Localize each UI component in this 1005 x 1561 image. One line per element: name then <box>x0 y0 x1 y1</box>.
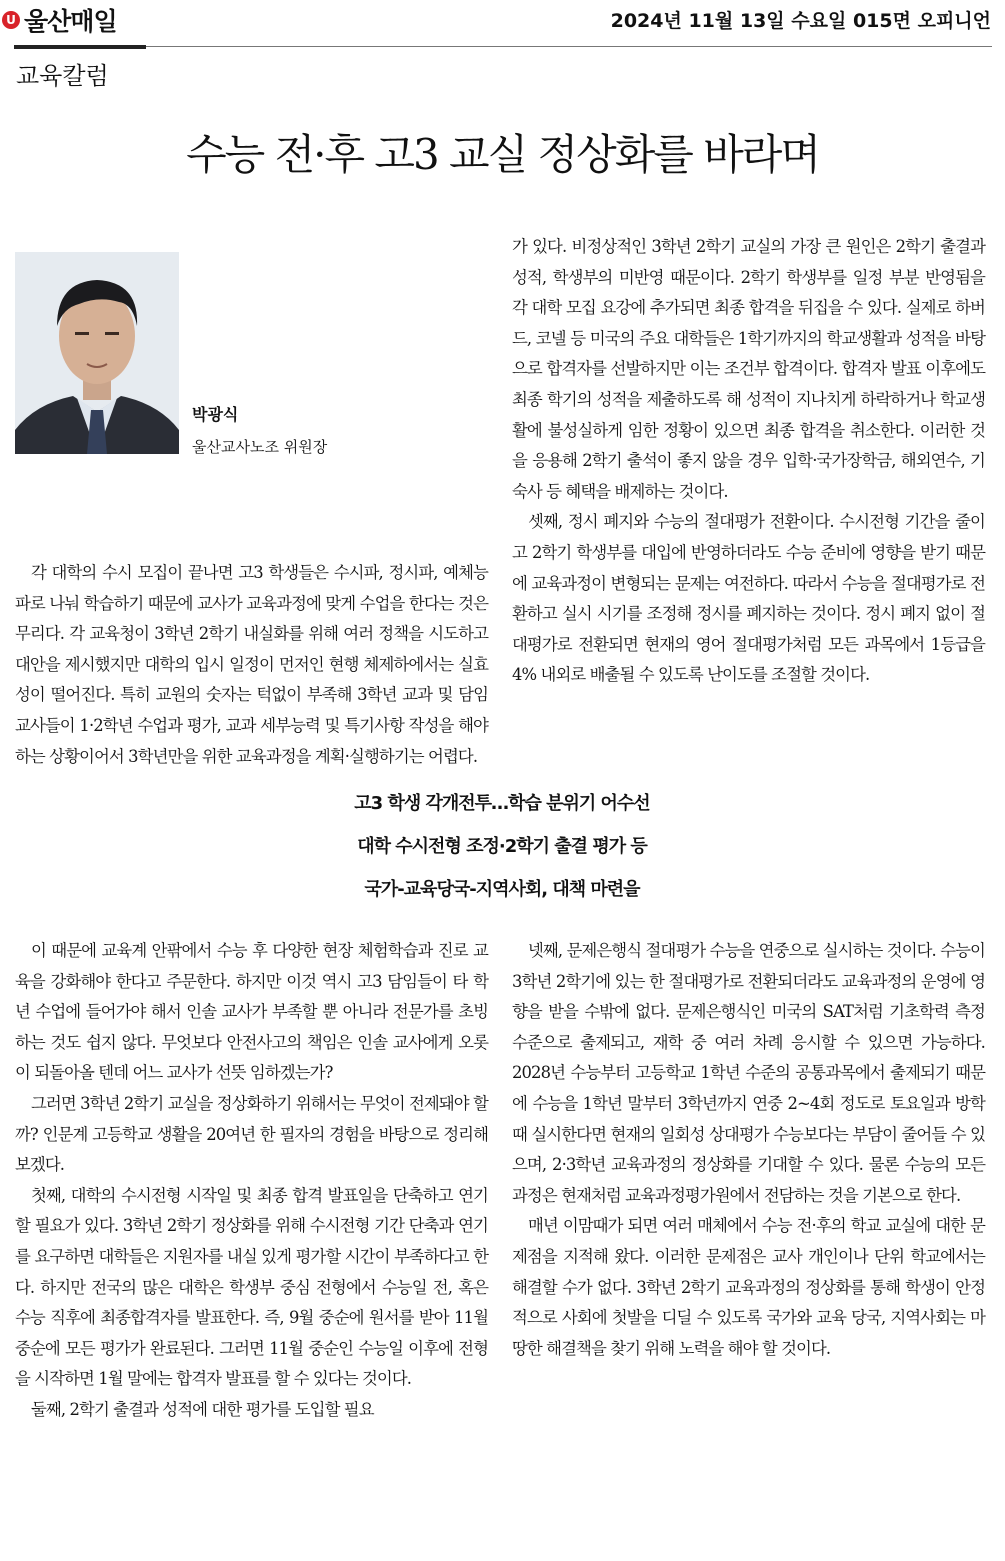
pull-quote <box>292 782 712 911</box>
right-column-text-1 <box>512 232 985 691</box>
right-column-text-2 <box>512 936 985 1364</box>
paragraph: 이 때문에 교육계 안팎에서 수능 후 다양한 현장 체험학습과 진로 교육을 강화해야 한다고 주문한다. 하지만 이것 역시 고3 담임들이 타 학년 수업에 들어가야 해서 인솔 교사가 부족할 뿐 아니라 전문가를 초빙하는 것도 쉽지 않다. 무엇보다 안전사고의 책임은 인솔 교사에게 오롯이 되돌아올 텐데 어느 교사가 선뜻 임하겠는가? <box>15 941 488 1083</box>
paragraph: 매년 이맘때가 되면 여러 매체에서 수능 전·후의 학교 교실에 대한 문제점을 지적해 왔다. 이러한 문제점은 교사 개인이나 단위 학교에서는 해결할 수가 없다. 3학년 2학기 교육과정의 정상화를 통해 학생이 안정적으로 사회에 첫발을 디딜 수 있도록 국가와 교육 당국, 지역사회는 마땅한 해결책을 찾기 위해 노력을 해야 할 것이다. <box>512 1216 985 1358</box>
pull-quote-line: 고3 학생 각개전투…학습 분위기 어수선 <box>354 793 650 814</box>
paragraph: 넷째, 문제은행식 절대평가 수능을 연중으로 실시하는 것이다. 수능이 3학년 2학기에 있는 한 절대평가로 전환되더라도 교육과정의 운영에 영향을 받을 수밖에 없다. 문제은행식인 미국의 SAT처럼 기초학력 측정 수준으로 출제되고, 재학 중 여러 차례 응시할 수 있으면 가능하다. 2028년 수능부터 고등학교 1학년 수준의 공통과목에서 출제되기 때문에 수능을 1학년 말부터 3학년까지 연중 2~4회 정도로 토요일과 방학 때 실시한다면 현재의 일회성 상대평가 수능보다는 부담이 줄어들 수 있으며, 2·3학년 교육과정의 정상화를 기대할 수 있다. 물론 수능의 모든 과정은 현재처럼 교육과정평가원에서 전담하는 것을 기본으로 한다. <box>512 941 985 1205</box>
masthead <box>0 0 1005 48</box>
pull-quote-line: 국가-교육당국-지역사회, 대책 마련을 <box>364 879 640 900</box>
author-photo <box>15 252 179 454</box>
logo-text: 울산매일 <box>24 7 117 36</box>
left-column-text-1 <box>15 558 488 772</box>
section-label: 교육칼럼 <box>16 62 109 90</box>
newspaper-logo[interactable] <box>2 2 117 38</box>
paragraph: 둘째, 2학기 출결과 성적에 대한 평가를 도입할 필요 <box>31 1399 374 1419</box>
paragraph: 각 대학의 수시 모집이 끝나면 고3 학생들은 수시파, 정시파, 예체능파로 나눠 학습하기 때문에 교사가 교육과정에 맞게 수업을 한다는 것은 무리다. 각 교육청이 3학년 2학기 내실화를 위해 여러 정책을 시도하고 대안을 제시했지만 대학의 입시 일정이 먼저인 현행 체제하에서는 실효성이 떨어진다. 특히 교원의 숫자는 턱없이 부족해 3학년 교과 및 담임 교사들이 1·2학년 수업과 평가, 교과 세부능력 및 특기사항 작성을 해야 하는 상황이어서 3학년만을 위한 교육과정을 계획·실행하기는 어렵다. <box>15 563 488 766</box>
author-portrait-icon <box>15 252 179 454</box>
pull-quote-line: 대학 수시전형 조정·2학기 출결 평가 등 <box>357 836 647 857</box>
headline: 수능 전·후 고3 교실 정상화를 바라며 <box>186 130 819 179</box>
header-rule <box>14 46 992 47</box>
paragraph: 셋째, 정시 폐지와 수능의 절대평가 전환이다. 수시전형 기간을 줄이고 2학기 학생부를 대입에 반영하더라도 수능 준비에 영향을 받기 때문에 교육과정이 변형되는 문제는 여전하다. 따라서 수능을 절대평가로 전환하고 실시 시기를 조정해 정시를 폐지하는 것이다. 정시 폐지 없이 절대평가로 전환되면 현재의 영어 절대평가처럼 모든 과목에서 1등급을 4% 내외로 배출될 수 있도록 난이도를 조절할 것이다. <box>512 512 985 685</box>
header-rule-accent <box>14 45 146 49</box>
dateline: 2024년 11월 13일 수요일 015면 오피니언 <box>610 10 991 32</box>
paragraph: 첫째, 대학의 수시전형 시작일 및 최종 합격 발표일을 단축하고 연기할 필요가 있다. 3학년 2학기 정상화를 위해 수시전형 기간 단축과 연기를 요구하면 대학들은 지원자를 내실 있게 평가할 시간이 부족하다고 한다. 하지만 전국의 많은 대학은 학생부 중심 전형에서 수능일 전, 혹은 수능 직후에 최종합격자를 발표한다. 즉, 9월 중순에 원서를 받아 11월 중순에 모든 평가가 완료된다. 그러면 11월 중순인 수능일 이후에 전형을 시작하면 1월 말에는 합격자 발표를 할 수 있다는 것이다. <box>15 1185 488 1389</box>
author-title: 울산교사노조 위원장 <box>192 438 328 456</box>
left-column-text-2 <box>15 936 488 1426</box>
author-name: 박광식 <box>192 405 239 424</box>
paragraph: 그러면 3학년 2학기 교실을 정상화하기 위해서는 무엇이 전제돼야 할까? 인문계 고등학교 생활을 20여년 한 필자의 경험을 바탕으로 정리해 보겠다. <box>15 1093 488 1175</box>
paragraph: 가 있다. 비정상적인 3학년 2학기 교실의 가장 큰 원인은 2학기 출결과 성적, 학생부의 미반영 때문이다. 2학기 학생부를 일정 부분 반영됨을 각 대학 모집 요강에 추가되면 최종 합격을 뒤집을 수 있다. 실제로 하버드, 코넬 등 미국의 주요 대학들은 1학기까지의 학교생활과 성적을 바탕으로 합격자를 선발하지만 이는 조건부 합격이다. 합격자 발표 이후에도 최종 학기의 성적을 제출하도록 해 성적이 지나치게 하락하거나 학교생활에 불성실하게 임한 정황이 있으면 최종 합격을 취소한다. 이러한 것을 응용해 2학기 출석이 좋지 않을 경우 입학·국가장학금, 해외연수, 기숙사 등 혜택을 배제하는 것이다. <box>512 237 985 501</box>
logo-circle-icon: U <box>2 11 20 29</box>
